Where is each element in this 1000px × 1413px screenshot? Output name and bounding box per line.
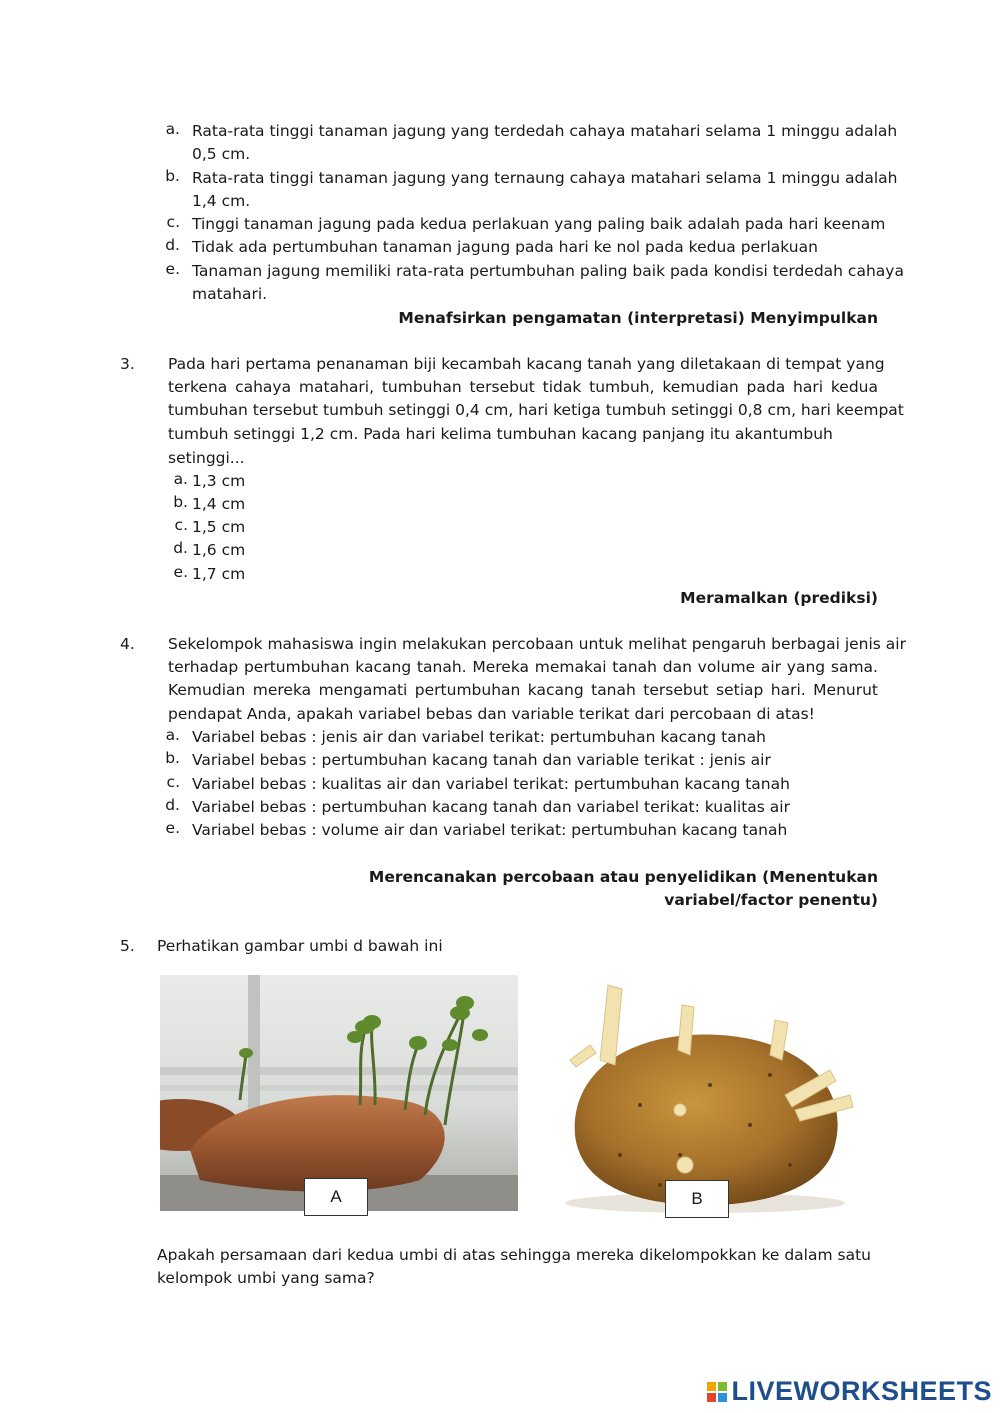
- q4-option-text: Variabel bebas : jenis air dan variabel terikat: pertumbuhan kacang tanah: [192, 728, 766, 746]
- q3-option-label: a.: [173, 470, 188, 488]
- liveworksheets-logo: [707, 1376, 992, 1407]
- q3-number: 3.: [120, 355, 135, 373]
- q4-option-label: d.: [165, 796, 180, 814]
- sweet-potato-photo: [160, 975, 518, 1211]
- q4-option-text: Variabel bebas : pertumbuhan kacang tanah dan variabel terikat: kualitas air: [192, 798, 790, 816]
- q2-option-text: matahari.: [192, 285, 268, 303]
- q4-text-line: Sekelompok mahasiswa ingin melakukan percobaan untuk melihat pengaruh berbagai jenis air: [168, 635, 906, 653]
- logo-square: [718, 1382, 727, 1391]
- sweet-potato-illustration: [160, 975, 518, 1211]
- q3-text-line: terkena cahaya matahari, tumbuhan tersebut tidak tumbuh, kemudian pada hari kedua: [168, 378, 878, 396]
- q3-text-line: setinggi...: [168, 449, 245, 467]
- q3-option-label: b.: [173, 493, 188, 511]
- q4-text-line: pendapat Anda, apakah variabel bebas dan variable terikat dari percobaan di atas!: [168, 705, 815, 723]
- q2-skill-label: Menafsirkan pengamatan (interpretasi) Menyimpulkan: [398, 309, 878, 327]
- q3-option-label: d.: [173, 539, 188, 557]
- q4-option-label: e.: [165, 819, 180, 837]
- photo-label-a: A: [304, 1178, 368, 1216]
- q2-option-text: Rata-rata tinggi tanaman jagung yang ternaung cahaya matahari selama 1 minggu adalah: [192, 169, 898, 187]
- q4-text-line: terhadap pertumbuhan kacang tanah. Mereka memakai tanah dan volume air yang sama.: [168, 658, 878, 676]
- q2-option-label: b.: [165, 167, 180, 185]
- q4-text-line: Kemudian mereka mengamati pertumbuhan kacang tanah tersebut setiap hari. Menurut: [168, 681, 878, 699]
- q5-number: 5.: [120, 937, 135, 955]
- q5-prompt: Perhatikan gambar umbi d bawah ini: [157, 937, 443, 955]
- q4-option-label: a.: [165, 726, 180, 744]
- q3-option-label: e.: [173, 563, 188, 581]
- liveworksheets-brand-text: LIVEWORKSHEETS: [731, 1376, 992, 1406]
- logo-square: [718, 1393, 727, 1402]
- q2-option-text: Rata-rata tinggi tanaman jagung yang terdedah cahaya matahari selama 1 minggu adalah: [192, 122, 898, 140]
- q4-option-label: b.: [165, 749, 180, 767]
- q3-option-text: 1,5 cm: [192, 518, 246, 536]
- q4-skill-label: Merencanakan percobaan atau penyelidikan (Menentukan: [368, 868, 878, 886]
- potato-illustration: [530, 975, 868, 1213]
- logo-square: [707, 1382, 716, 1391]
- q4-option-label: c.: [166, 773, 180, 791]
- q4-option-text: Variabel bebas : volume air dan variabel terikat: pertumbuhan kacang tanah: [192, 821, 788, 839]
- q4-number: 4.: [120, 635, 135, 653]
- q4-option-text: Variabel bebas : pertumbuhan kacang tanah dan variable terikat : jenis air: [192, 751, 771, 769]
- q2-option-label: d.: [165, 236, 180, 254]
- q2-option-text: Tinggi tanaman jagung pada kedua perlakuan yang paling baik adalah pada hari keenam: [192, 215, 886, 233]
- q5-question-line: Apakah persamaan dari kedua umbi di atas sehingga mereka dikelompokkan ke dalam satu: [157, 1246, 871, 1264]
- q2-option-text: 0,5 cm.: [192, 145, 251, 163]
- q4-skill-label: variabel/factor penentu): [664, 891, 878, 909]
- q3-option-text: 1,6 cm: [192, 541, 246, 559]
- q3-option-text: 1,4 cm: [192, 495, 246, 513]
- logo-square: [707, 1393, 716, 1402]
- q3-text-line: tumbuhan tersebut tumbuh setinggi 0,4 cm, hari ketiga tumbuh setinggi 0,8 cm, hari keempat: [168, 401, 904, 419]
- photo-label-b: B: [665, 1180, 729, 1218]
- q3-option-text: 1,3 cm: [192, 472, 246, 490]
- liveworksheets-mark-icon: [707, 1382, 727, 1402]
- q3-text-line: tumbuh setinggi 1,2 cm. Pada hari kelima tumbuhan kacang panjang itu akantumbuh: [168, 425, 833, 443]
- q3-skill-label: Meramalkan (prediksi): [680, 589, 878, 607]
- q2-option-label: e.: [165, 260, 180, 278]
- q2-option-text: 1,4 cm.: [192, 192, 251, 210]
- potato-photo: [530, 975, 868, 1213]
- q2-option-text: Tidak ada pertumbuhan tanaman jagung pada hari ke nol pada kedua perlakuan: [192, 238, 818, 256]
- q3-text-line: Pada hari pertama penanaman biji kecambah kacang tanah yang diletakaan di tempat yang: [168, 355, 885, 373]
- q2-option-text: Tanaman jagung memiliki rata-rata pertumbuhan paling baik pada kondisi terdedah cahaya: [192, 262, 904, 280]
- q4-option-text: Variabel bebas : kualitas air dan variabel terikat: pertumbuhan kacang tanah: [192, 775, 790, 793]
- q3-option-text: 1,7 cm: [192, 565, 246, 583]
- q2-option-label: a.: [165, 120, 180, 138]
- q3-option-label: c.: [174, 516, 188, 534]
- q5-question-line: kelompok umbi yang sama?: [157, 1269, 375, 1287]
- q2-option-label: c.: [166, 213, 180, 231]
